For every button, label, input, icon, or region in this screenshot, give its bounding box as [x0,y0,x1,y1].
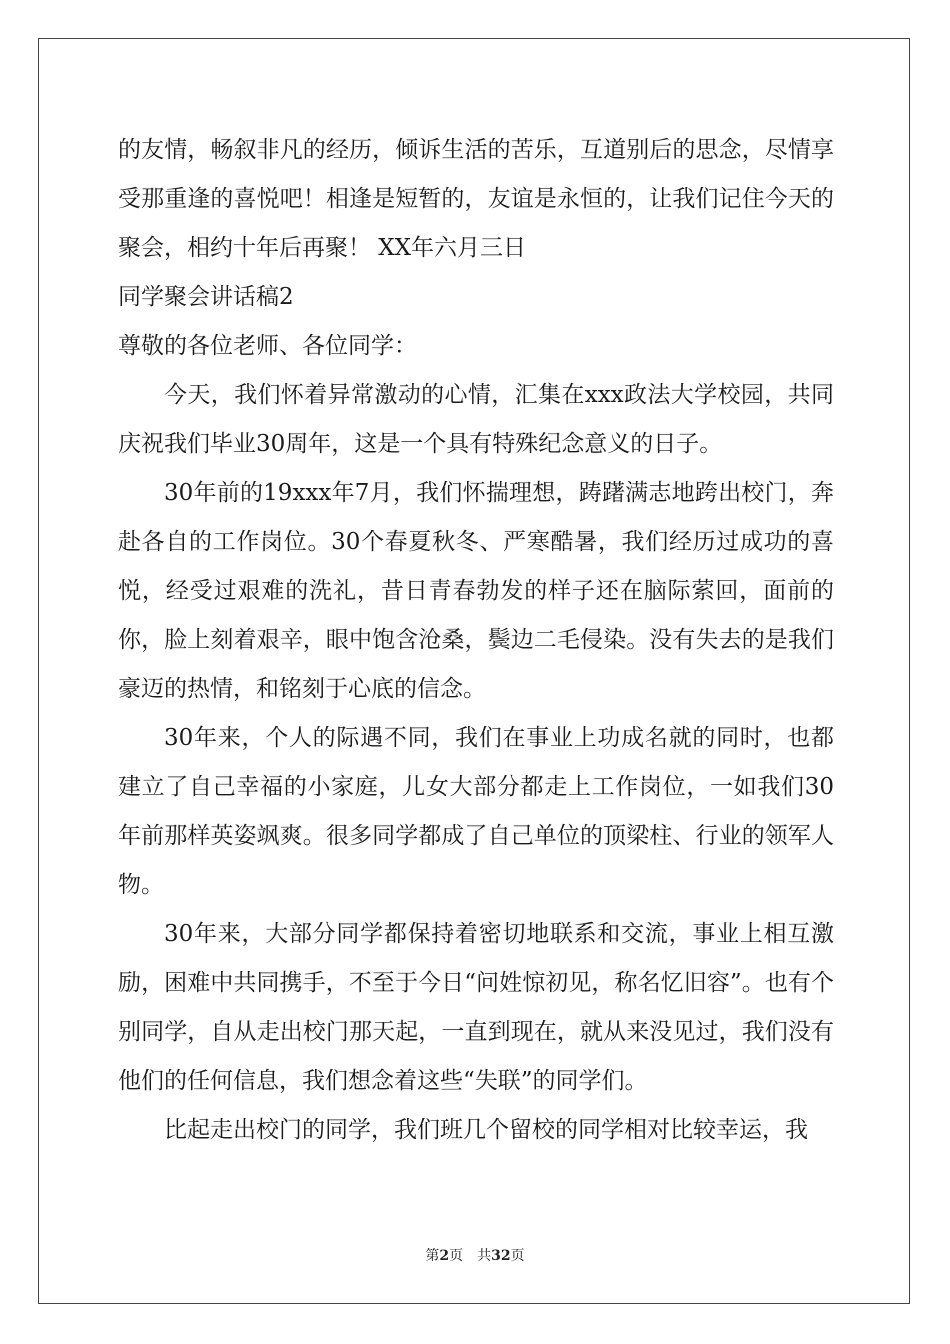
current-page-number: 2 [439,1248,450,1264]
paragraph-3: 30年来，个人的际遇不同，我们在事业上功成名就的同时，也都建立了自己幸福的小家庭，儿女大部分都走上工作岗位，一如我们30年前那样英姿飒爽。很多同学都成了自己单位的顶梁柱、行业的领军人物。 [118,725,834,898]
paragraph-4: 30年来，大部分同学都保持着密切地联系和交流，事业上相互激励，困难中共同携手，不至于今日“问姓惊初见，称名忆旧容”。也有个别同学，自从走出校门那天起，一直到现在，就从来没见过，我们没有他们的任何信息，我们想念着这些“失联”的同学们。 [118,921,834,1094]
total-pages-number: 32 [491,1248,511,1264]
paragraph-5: 比起走出校门的同学，我们班几个留校的同学相对比较幸运，我 [164,1117,808,1143]
section-title: 同学聚会讲话稿2 [118,284,294,310]
page-footer [0,1245,950,1265]
paragraph-2: 30年前的19xxx年7月，我们怀揣理想，踌躇满志地跨出校门，奔赴各自的工作岗位。30个春夏秋冬、严寒酷暑，我们经历过成功的喜悦，经受过艰难的洗礼，昔日青春勃发的样子还在脑际萦回，面前的你，脸上刻着艰辛，眼中饱含沧桑，鬓边二毛侵染。没有失去的是我们豪迈的热情，和铭刻于心底的信念。 [118,480,834,702]
opening-paragraph: 的友情，畅叙非凡的经历，倾诉生活的苦乐，互道别后的思念，尽情享受那重逢的喜悦吧！相逢是短暂的，友谊是永恒的，让我们记住今天的聚会，相约十年后再聚！ XX年六月三日 [118,137,834,261]
footer-suffix: 页 [510,1248,525,1264]
document-body [118,126,834,1155]
footer-prefix: 第 [425,1248,440,1264]
paragraph-1: 今天，我们怀着异常激动的心情，汇集在xxx政法大学校园，共同庆祝我们毕业30周年，这是一个具有特殊纪念意义的日子。 [118,382,834,457]
salutation: 尊敬的各位老师、各位同学： [118,333,417,359]
footer-middle: 页 共 [449,1248,492,1264]
